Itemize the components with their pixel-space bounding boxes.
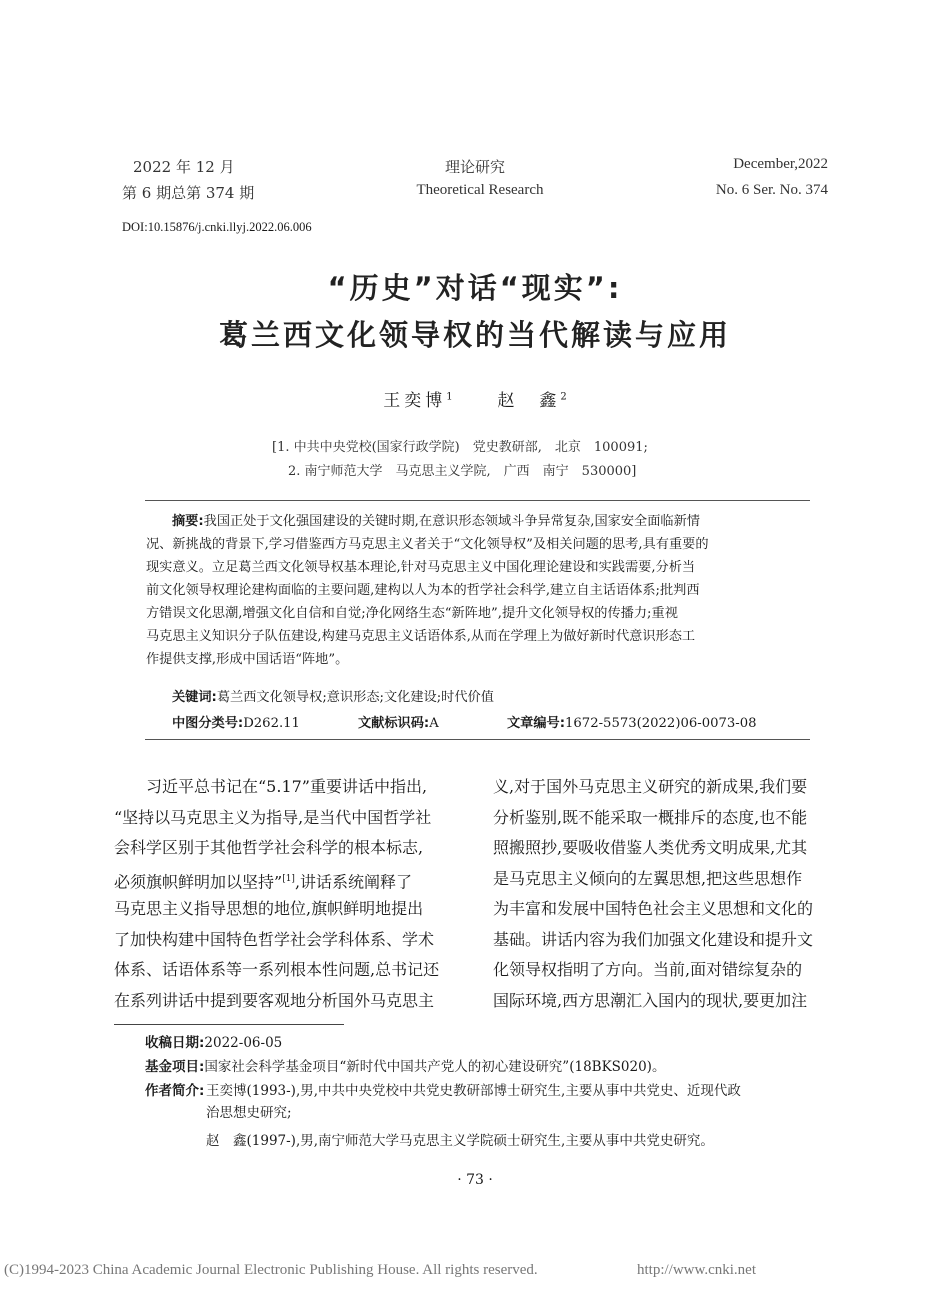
doi: DOI:10.15876/j.cnki.llyj.2022.06.006 — [122, 220, 312, 234]
doc-code-value: A — [429, 716, 439, 731]
clc-value: D262.11 — [243, 716, 300, 731]
authors — [0, 386, 950, 411]
body-line: 国际环境,西方思潮汇入国内的现状,要更加注 — [493, 990, 808, 1010]
article-number-label: 文章编号: — [507, 716, 566, 731]
header-journal-cn: 理论研究 — [444, 158, 505, 176]
clc-label: 中图分类号: — [172, 716, 244, 731]
body-line: “坚持以马克思主义为指导,是当代中国哲学社 — [114, 807, 432, 827]
received-value: 2022-06-05 — [204, 1035, 283, 1051]
author-1-bio-line1: 王奕博(1993-),男,中共中央党校中共党史教研部博士研究生,主要从事中共党史、近现代政 — [206, 1083, 741, 1099]
keywords-value: 葛兰西文化领导权;意识形态;文化建设;时代价值 — [216, 690, 494, 705]
abstract-line: 现实意义。立足葛兰西文化领导权基本理论,针对马克思主义中国化理论建设和实践需要,分析当 — [146, 560, 696, 575]
body-line: 习近平总书记在“5.17”重要讲话中指出, — [146, 777, 428, 796]
footnote-author-2: 赵 鑫(1997-),男,南宁师范大学马克思主义学院硕士研究生,主要从事中共党史研究。 — [206, 1133, 714, 1149]
body-line-tail: ,讲话系统阐释了 — [294, 871, 413, 891]
title-line-2: 葛兰西文化领导权的当代解读与应用 — [218, 318, 731, 352]
body-line: 照搬照抄,要吸收借鉴人类优秀文明成果,尤其 — [493, 838, 808, 857]
author-2-sup: 2 — [560, 391, 567, 403]
citation-ref[interactable]: [1] — [282, 873, 295, 884]
header-date-cn: 2022 年 12 月 — [133, 158, 235, 176]
abstract — [146, 510, 801, 671]
clc-number — [172, 712, 300, 731]
fund-value: 国家社会科学基金项目“新时代中国共产党人的初心建设研究”(18BKS020)。 — [204, 1059, 666, 1075]
abstract-line: 前文化领导权理论建构面临的主要问题,建构以人为本的哲学社会科学,建立自主话语体系;批判西 — [146, 583, 700, 598]
body-line: 会科学区别于其他哲学社会科学的根本标志, — [114, 838, 424, 857]
keywords-label: 关键词: — [172, 690, 217, 705]
author-1: 王奕博 — [383, 391, 447, 411]
body-right-column — [493, 772, 845, 1016]
keywords — [172, 686, 494, 705]
body-line: 分析鉴别,既不能采取一概排斥的态度,也不能 — [493, 807, 808, 827]
body-line-text: 必须旗帜鲜明加以坚持” — [114, 871, 283, 891]
received-label: 收稿日期: — [145, 1035, 205, 1051]
footer-url[interactable]: http://www.cnki.net — [637, 1262, 757, 1278]
author-1-bio-line2: 治思想史研究; — [206, 1105, 292, 1121]
footnote-fund — [145, 1056, 665, 1078]
page-number: · 73 · — [457, 1172, 493, 1188]
author-1-sup: 1 — [446, 391, 453, 403]
body-line: 了加快构建中国特色哲学社会学科体系、学术 — [114, 929, 435, 949]
abstract-line: 作提供支撑,形成中国话语“阵地”。 — [146, 652, 349, 667]
body-line: 义,对于国外马克思主义研究的新成果,我们要 — [493, 777, 808, 796]
header-journal-en: Theoretical Research — [416, 182, 544, 198]
body-line: 是马克思主义倾向的左翼思想,把这些思想作 — [493, 868, 803, 888]
body-line: 在系列讲话中提到要客观地分析国外马克思主 — [114, 990, 435, 1010]
fund-label: 基金项目: — [145, 1059, 205, 1075]
affiliation-2: 2. 南宁师范大学 马克思主义学院, 广西 南宁 530000] — [288, 464, 637, 479]
body-line: 体系、话语体系等一系列根本性问题,总书记还 — [114, 960, 440, 979]
footnote-received — [145, 1032, 282, 1054]
footnote-author-label — [145, 1080, 204, 1102]
header-issue-en: No. 6 Ser. No. 374 — [715, 182, 828, 198]
abstract-line: 我国正处于文化强国建设的关键时期,在意识形态领域斗争异常复杂,国家安全面临新情 — [203, 514, 700, 529]
author-intro-label: 作者简介: — [145, 1083, 205, 1099]
author-2: 赵 鑫 — [497, 391, 561, 411]
abstract-bottom-rule — [145, 739, 810, 740]
abstract-top-rule — [145, 500, 810, 501]
body-line: 马克思主义指导思想的地位,旗帜鲜明地提出 — [114, 899, 424, 918]
abstract-label: 摘要: — [172, 514, 204, 529]
body-line: 为丰富和发展中国特色社会主义思想和文化的 — [493, 899, 814, 918]
footer-copyright: (C)1994-2023 China Academic Journal Electronic Publishing House. All rights reserved. — [4, 1262, 538, 1278]
article-number-value: 1672-5573(2022)06-0073-08 — [565, 716, 757, 731]
abstract-line: 况、新挑战的背景下,学习借鉴西方马克思主义者关于“文化领导权”及相关问题的思考,具有重要的 — [146, 537, 709, 552]
abstract-line: 方错误文化思潮,增强文化自信和自觉;净化网络生态“新阵地”,提升文化领导权的传播力;重视 — [146, 606, 678, 621]
doc-code-label: 文献标识码: — [358, 716, 430, 731]
footnote-author-1 — [206, 1080, 741, 1124]
abstract-line: 马克思主义知识分子队伍建设,构建马克思主义话语体系,从而在学理上为做好新时代意识形态工 — [146, 629, 696, 644]
body-line — [114, 864, 466, 895]
title-line-1: “历史”对话“现实”: — [327, 271, 623, 305]
body-line: 化领导权指明了方向。当前,面对错综复杂的 — [493, 960, 803, 979]
header-issue-cn: 第 6 期总第 374 期 — [122, 184, 255, 202]
header-date-en: December,2022 — [733, 156, 828, 172]
body-left-column — [114, 772, 466, 1016]
footnote-rule — [114, 1024, 344, 1025]
document-code — [358, 712, 439, 731]
article-number — [507, 712, 757, 731]
affiliation-1: [1. 中共中央党校(国家行政学院) 党史教研部, 北京 100091; — [272, 440, 648, 455]
body-line: 基础。讲话内容为我们加强文化建设和提升文 — [493, 929, 814, 949]
